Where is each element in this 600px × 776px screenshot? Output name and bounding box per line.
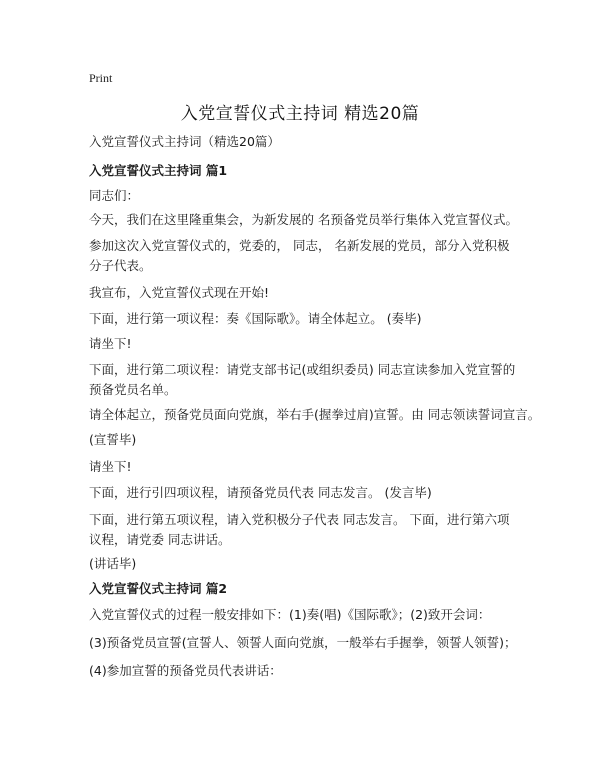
paragraph: 下面，进行第五项议程，请入党积极分子代表 同志发言。 下面，进行第六项议程，请党委 同志讲话。 xyxy=(89,512,510,547)
paragraph: 下面，进行引四项议程，请预备党员代表 同志发言。 (发言毕) xyxy=(89,485,432,500)
paragraph: (宣誓毕) xyxy=(89,432,137,447)
paragraph: 入党宣誓仪式的过程一般安排如下：(1)奏(唱)《国际歌》；(2)致开会词： xyxy=(89,607,491,622)
paragraph: (3)预备党员宣誓(宣誓人、领誓人面向党旗，一般举右手握拳，领誓人领誓)； xyxy=(89,635,517,650)
paragraph: 请全体起立，预备党员面向党旗，举右手(握拳过肩)宣誓。由 同志领读誓词宣言。 xyxy=(89,407,541,422)
paragraph: 参加这次入党宣誓仪式的，党委的， 同志， 名新发展的党员，部分入党积极分子代表。 xyxy=(89,238,510,273)
paragraph: (4)参加宣誓的预备党员代表讲话： xyxy=(89,663,282,678)
paragraph: (讲话毕) xyxy=(89,556,137,571)
section-heading-2: 入党宣誓仪式主持词 篇2 xyxy=(89,581,228,596)
paragraph: 今天，我们在这里隆重集会，为新发展的 名预备党员举行集体入党宣誓仪式。 xyxy=(89,212,518,227)
section-heading-1: 入党宣誓仪式主持词 篇1 xyxy=(89,163,228,178)
paragraph: 请坐下! xyxy=(89,336,132,351)
paragraph: 我宣布，入党宣誓仪式现在开始! xyxy=(89,285,270,300)
print-link[interactable]: Print xyxy=(89,71,113,85)
document-subtitle: 入党宣誓仪式主持词（精选20篇） xyxy=(89,134,280,149)
paragraph: 请坐下! xyxy=(89,459,132,474)
paragraph: 下面，进行第一项议程：奏《国际歌》。请全体起立。 (奏毕) xyxy=(89,311,422,326)
paragraph: 同志们： xyxy=(89,188,140,203)
document-title: 入党宣誓仪式主持词 精选20篇 xyxy=(180,104,420,124)
paragraph: 下面，进行第二项议程：请党支部书记(或组织委员) 同志宣读参加入党宣誓的预备党员名单。 xyxy=(89,362,516,397)
